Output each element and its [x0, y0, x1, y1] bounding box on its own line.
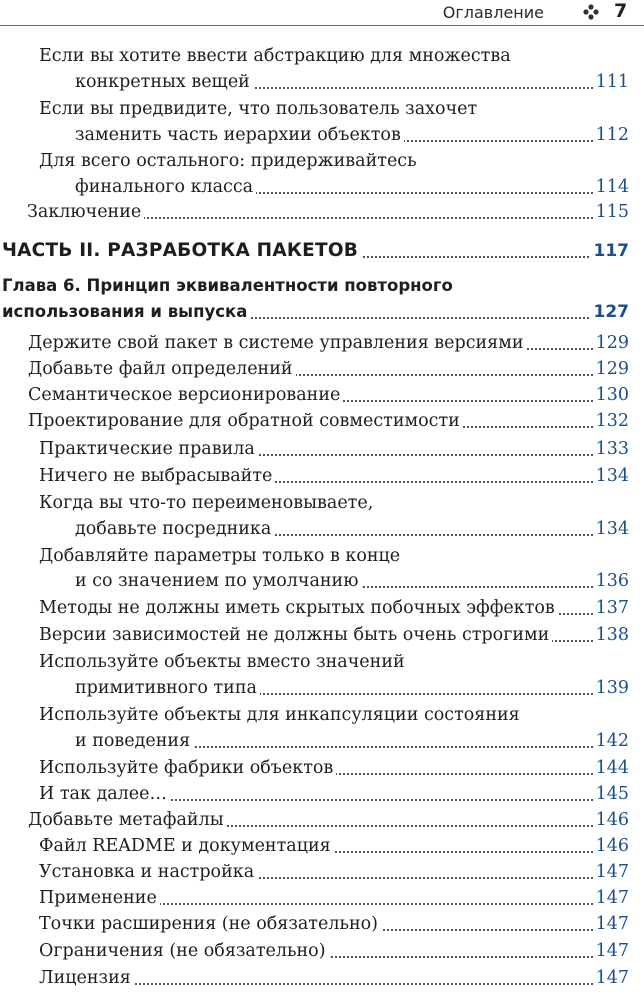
toc-page-number[interactable]: 147 — [593, 885, 629, 911]
toc-entry[interactable] — [39, 436, 629, 462]
toc-entry[interactable] — [39, 622, 629, 648]
toc-entry[interactable] — [39, 885, 629, 911]
toc-entry-title: заменить часть иерархии объектов — [75, 122, 404, 148]
header-page-number: 7 — [614, 0, 628, 22]
toc-entry[interactable] — [27, 199, 629, 225]
toc-entry[interactable] — [28, 356, 629, 382]
toc-entry-line1[interactable]: Если вы предвидите, что пользователь захочет — [39, 99, 478, 119]
toc-entry-title: Используйте фабрики объектов — [39, 755, 336, 781]
toc-page-number[interactable]: 117 — [591, 236, 630, 266]
toc-page-number[interactable]: 127 — [591, 299, 630, 325]
toc-entry[interactable] — [39, 755, 629, 781]
toc-page-number[interactable]: 142 — [593, 728, 629, 754]
toc-page-number[interactable]: 115 — [593, 199, 629, 225]
toc-entry[interactable] — [39, 938, 629, 964]
toc-entry-title: и со значением по умолчанию — [75, 568, 361, 594]
toc-entry-title: Применение — [39, 885, 160, 911]
toc-part-title: ЧАСТЬ II. РАЗРАБОТКА ПАКЕТОВ — [2, 236, 361, 266]
toc-entry-title: Ничего не выбрасывайте — [39, 463, 275, 489]
toc-entry[interactable] — [39, 463, 629, 489]
header-section-title: Оглавление — [442, 3, 544, 22]
toc-entry-title: Версии зависимостей не должны быть очень строгими — [39, 622, 552, 648]
toc-entry[interactable] — [28, 807, 629, 833]
toc-page-number[interactable]: 146 — [593, 833, 629, 859]
toc-page-number[interactable]: 132 — [593, 408, 629, 434]
toc-entry-line1[interactable]: Добавляйте параметры только в конце — [39, 546, 401, 566]
toc-entry-title: Заключение — [27, 199, 144, 225]
toc-page-number[interactable]: 146 — [593, 807, 629, 833]
toc-entry-line1[interactable]: Используйте объекты вместо значений — [39, 652, 405, 672]
toc-entry-title: Добавьте метафайлы — [28, 807, 227, 833]
toc-entry-title: И так далее… — [39, 781, 170, 807]
toc-entry-line1[interactable]: Используйте объекты для инкапсуляции состояния — [39, 705, 520, 725]
toc-page-number[interactable]: 136 — [593, 568, 629, 594]
toc-entry-title: конкретных вещей — [75, 69, 253, 95]
header-rule — [0, 25, 644, 26]
toc-entry-title: финального класса — [75, 174, 256, 200]
toc-entry[interactable] — [28, 408, 629, 434]
toc-entry-line1[interactable]: Если вы хотите ввести абстракцию для множества — [39, 46, 511, 66]
toc-entry[interactable] — [75, 69, 629, 95]
toc-page-number[interactable]: 112 — [593, 122, 629, 148]
toc-entry[interactable] — [75, 174, 629, 200]
running-header — [0, 0, 644, 26]
toc-entry-title: Практические правила — [39, 436, 258, 462]
toc-page-number[interactable]: 145 — [593, 781, 629, 807]
toc-page-number[interactable]: 133 — [593, 436, 629, 462]
toc-entry[interactable] — [39, 781, 629, 807]
toc-entry[interactable] — [75, 675, 629, 701]
toc-page-number[interactable]: 137 — [593, 595, 629, 621]
toc-entry[interactable] — [28, 382, 629, 408]
toc-entry-title: Семантическое версионирование — [28, 382, 343, 408]
toc-page-number[interactable]: 129 — [593, 356, 629, 382]
toc-page-number[interactable]: 144 — [593, 755, 629, 781]
toc-entry-title: Добавьте файл определений — [28, 356, 296, 382]
toc-entry[interactable] — [39, 595, 629, 621]
toc-chapter-line1[interactable]: Глава 6. Принцип эквивалентности повторного — [2, 276, 453, 295]
toc-entry-title: примитивного типа — [75, 675, 260, 701]
toc-entry[interactable] — [39, 833, 629, 859]
toc-entry-title: Проектирование для обратной совместимости — [28, 408, 463, 434]
toc-entry[interactable] — [75, 516, 629, 542]
toc-page-number[interactable]: 147 — [593, 911, 629, 937]
toc-entry-title: Ограничения (не обязательно) — [39, 938, 329, 964]
toc-entry[interactable] — [39, 911, 629, 937]
toc-entry-title: Методы не должны иметь скрытых побочных эффектов — [39, 595, 558, 621]
toc-entry-title: Файл README и документация — [39, 833, 334, 859]
toc-page-number[interactable]: 114 — [593, 174, 629, 200]
toc-entry[interactable] — [39, 965, 629, 991]
toc-part-heading[interactable] — [2, 236, 629, 266]
toc-entry[interactable] — [28, 330, 629, 356]
diamond-ornament-icon — [583, 4, 599, 20]
toc-entry[interactable] — [39, 859, 629, 885]
toc-page-number[interactable]: 111 — [593, 69, 629, 95]
toc-page-number[interactable]: 139 — [593, 675, 629, 701]
toc-entry-title: Держите свой пакет в системе управления версиями — [28, 330, 527, 356]
toc-entry[interactable] — [75, 728, 629, 754]
toc-entry-line1[interactable]: Когда вы что-то переименовываете, — [39, 493, 374, 513]
toc-entry[interactable] — [75, 568, 629, 594]
toc-page-number[interactable]: 147 — [593, 938, 629, 964]
toc-entry-title: Лицензия — [39, 965, 134, 991]
toc-page-number[interactable]: 130 — [593, 382, 629, 408]
toc-entry-title: Установка и настройка — [39, 859, 257, 885]
toc-page-number[interactable]: 134 — [593, 463, 629, 489]
toc-entry[interactable] — [75, 122, 629, 148]
toc-entry-title: добавьте посредника — [75, 516, 274, 542]
toc-page-number[interactable]: 134 — [593, 516, 629, 542]
toc-page-number[interactable]: 147 — [593, 859, 629, 885]
toc-entry-title: Точки расширения (не обязательно) — [39, 911, 381, 937]
toc-chapter-heading[interactable] — [2, 299, 629, 325]
toc-entry-title: и поведения — [75, 728, 193, 754]
toc-page-number[interactable]: 138 — [593, 622, 629, 648]
toc-page-number[interactable]: 129 — [593, 330, 629, 356]
toc-page-number[interactable]: 147 — [593, 965, 629, 991]
toc-chapter-title: использования и выпуска — [2, 299, 250, 325]
toc-entry-line1[interactable]: Для всего остального: придерживайтесь — [39, 151, 417, 171]
